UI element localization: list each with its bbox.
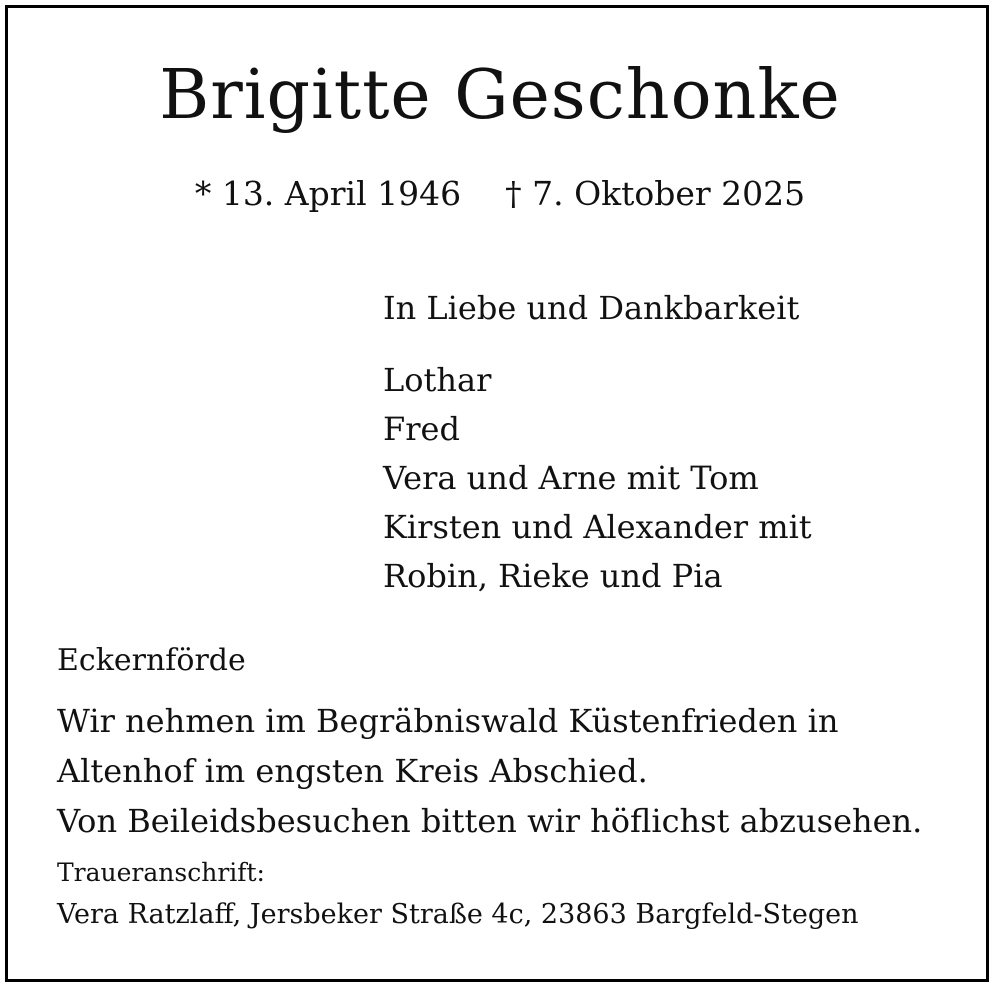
deceased-name: Brigitte Geschonke <box>159 56 841 135</box>
mourning-address: Vera Ratzlaff, Jersbeker Straße 4c, 23863 Bargfeld-Stegen <box>57 899 859 930</box>
family-member: Kirsten und Alexander mit <box>383 508 812 546</box>
family-member: Robin, Rieke und Pia <box>383 557 723 595</box>
death-date: † 7. Oktober 2025 <box>505 174 806 213</box>
family-member: Fred <box>383 410 460 448</box>
dedication-text: In Liebe und Dankbarkeit <box>383 289 800 327</box>
message-line: Altenhof im engsten Kreis Abschied. <box>57 752 648 790</box>
place-name: Eckernförde <box>57 643 246 678</box>
family-member: Lothar <box>383 361 492 399</box>
message-line: Wir nehmen im Begräbniswald Küstenfrieden in <box>57 702 839 740</box>
family-member: Vera und Arne mit Tom <box>383 459 759 497</box>
address-label: Traueranschrift: <box>57 858 265 887</box>
birth-date: * 13. April 1946 <box>194 174 462 213</box>
family-block <box>383 289 812 609</box>
message-line: Von Beileidsbesuchen bitten wir höflichst abzusehen. <box>57 802 923 840</box>
funeral-message <box>57 702 923 855</box>
life-dates <box>0 174 1000 213</box>
